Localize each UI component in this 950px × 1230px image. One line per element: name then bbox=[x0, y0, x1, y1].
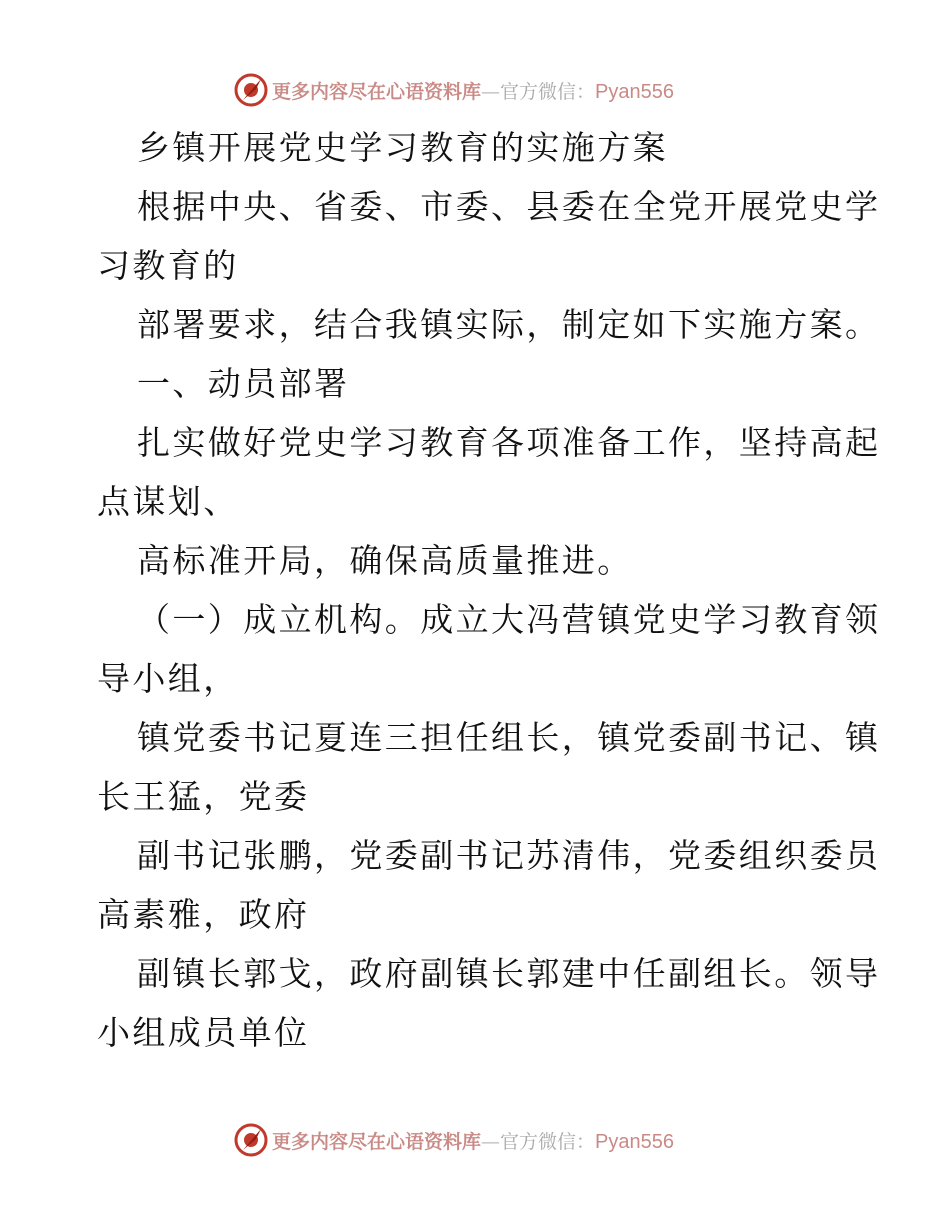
watermark-dash: — bbox=[481, 1130, 501, 1153]
document-line: 扎实做好党史学习教育各项准备工作，坚持高起 bbox=[137, 423, 881, 462]
quill-logo-icon bbox=[234, 73, 268, 107]
footer-watermark bbox=[234, 1122, 674, 1158]
watermark-dash: — bbox=[481, 80, 501, 103]
watermark-brand: 更多内容尽在心语资料库 bbox=[272, 80, 482, 103]
document-line: 高素雅，政府 bbox=[97, 895, 310, 934]
document-line: 乡镇开展党史学习教育的实施方案 bbox=[137, 128, 668, 167]
document-line: （一）成立机构。成立大冯营镇党史学习教育领 bbox=[137, 600, 881, 639]
watermark-brand: 更多内容尽在心语资料库 bbox=[272, 1130, 482, 1153]
document-line: 高标准开局，确保高质量推进。 bbox=[137, 541, 633, 580]
document-line: 根据中央、省委、市委、县委在全党开展党史学 bbox=[137, 187, 881, 226]
header-watermark bbox=[234, 72, 674, 108]
watermark-wechat-id: Pyan556 bbox=[595, 1130, 674, 1153]
document-line: 导小组， bbox=[97, 659, 239, 698]
watermark-text bbox=[272, 1127, 674, 1154]
document-line: 小组成员单位 bbox=[97, 1013, 310, 1052]
document-line: 副书记张鹏，党委副书记苏清伟，党委组织委员 bbox=[137, 836, 881, 875]
document-line: 长王猛，党委 bbox=[97, 777, 310, 816]
quill-logo-icon bbox=[234, 1123, 268, 1157]
document-line: 一、动员部署 bbox=[137, 364, 350, 403]
document-line: 镇党委书记夏连三担任组长，镇党委副书记、镇 bbox=[137, 718, 881, 757]
watermark-wechat-label: 官方微信： bbox=[500, 80, 596, 103]
watermark-text bbox=[272, 77, 674, 104]
document-body bbox=[97, 118, 881, 1062]
document-line: 点谋划、 bbox=[97, 482, 239, 521]
document-line: 副镇长郭戈，政府副镇长郭建中任副组长。领导 bbox=[137, 954, 881, 993]
watermark-wechat-label: 官方微信： bbox=[500, 1130, 596, 1153]
document-line: 习教育的 bbox=[97, 246, 239, 285]
document-line: 部署要求，结合我镇实际，制定如下实施方案。 bbox=[137, 305, 881, 344]
watermark-wechat-id: Pyan556 bbox=[595, 80, 674, 103]
